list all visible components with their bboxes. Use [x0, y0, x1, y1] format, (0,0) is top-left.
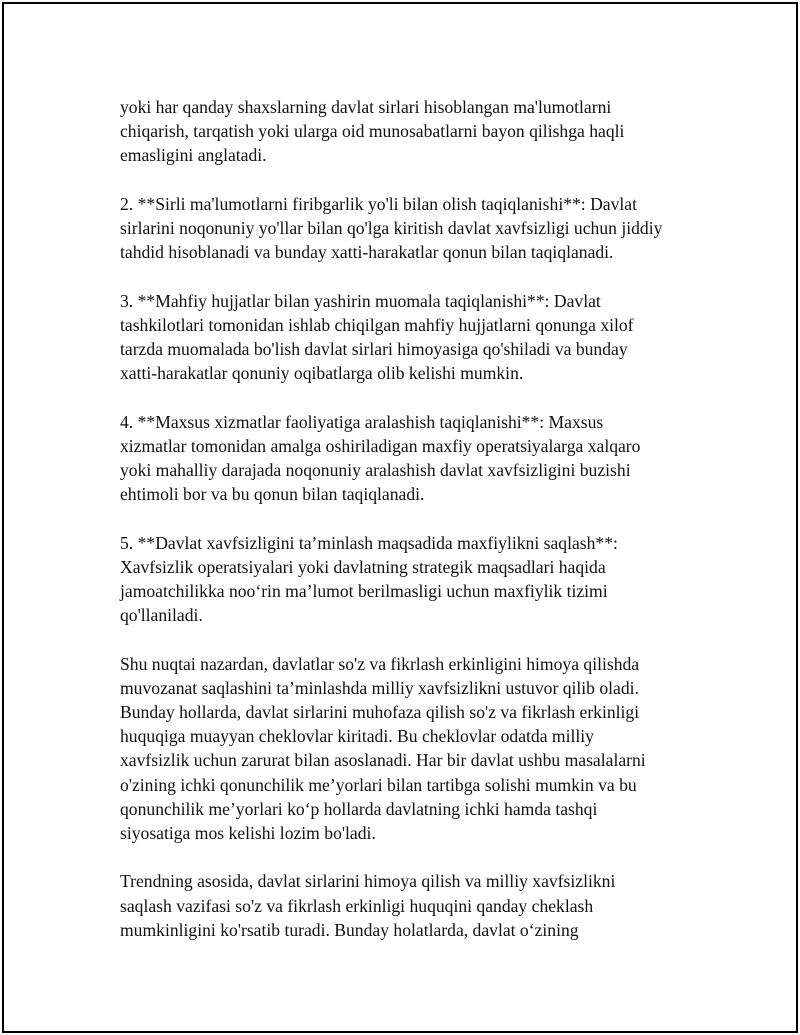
text-line: Xavfsizlik operatsiyalari yoki davlatning strategik maqsadlari haqida — [120, 556, 606, 577]
paragraph-4 — [120, 410, 700, 507]
text-line: tashkilotlari tomonidan ishlab chiqilgan mahfiy hujjatlarni qonunga xilof — [120, 314, 634, 335]
text-line: o'zining ichki qonunchilik me’yorlari bilan tartibga solishi mumkin va bu — [120, 774, 637, 795]
text-line: jamoatchilikka noo‘rin ma’lumot berilmasligi uchun maxfiylik tizimi — [120, 581, 608, 601]
text-line: huquqiga muayyan cheklovlar kiritadi. Bu cheklovlar odatda milliy — [120, 726, 594, 747]
paragraph-7 — [120, 869, 700, 942]
text-line: yoki mahalliy darajada noqonuniy aralashish davlat xavfsizligini buzishi — [120, 460, 631, 480]
text-line: muvozanat saqlashini ta’minlashda milliy xavfsizlikni ustuvor qilib oladi. — [120, 677, 639, 698]
paragraph-3 — [120, 289, 700, 386]
text-line: siyosatiga mos kelishi lozim bo'ladi. — [120, 823, 376, 844]
text-line: mumkinligini ko'rsatib turadi. Bunday holatlarda, davlat o‘zining — [120, 919, 579, 940]
text-line: qo'llaniladi. — [120, 605, 203, 626]
text-line: Shu nuqtai nazardan, davlatlar so'z va fikrlash erkinligini himoya qilishda — [120, 653, 640, 674]
text-line: tahdid hisoblanadi va bunday xatti-harakatlar qonun bilan taqiqlanadi. — [120, 242, 614, 263]
text-line: chiqarish, tarqatish yoki ularga oid munosabatlarni bayon qilishga haqli — [120, 121, 625, 142]
paragraph-5 — [120, 531, 700, 628]
paragraph-2 — [120, 192, 700, 265]
text-line: tarzda muomalada bo'lish davlat sirlari himoyasiga qo'shiladi va bunday — [120, 339, 628, 359]
page-frame — [2, 2, 798, 1033]
text-line: xizmatlar tomonidan amalga oshiriladigan maxfiy operatsiyalarga xalqaro — [120, 435, 641, 456]
text-line: 4. **Maxsus xizmatlar faoliyatiga aralashish taqiqlanishi**: Maxsus — [120, 411, 604, 432]
text-line: saqlash vazifasi so'z va fikrlash erkinligi huquqini qanday cheklash — [120, 895, 594, 916]
text-line: sirlarini noqonuniy yo'llar bilan qo'lga kiritish davlat xavfsizligi uchun jiddiy — [120, 218, 663, 238]
paragraph-1 — [120, 95, 700, 168]
text-line: 3. **Mahfiy hujjatlar bilan yashirin muomala taqiqlanishi**: Davlat — [120, 290, 601, 311]
text-line: xatti-harakatlar qonuniy oqibatlarga olib kelishi mumkin. — [120, 363, 524, 384]
document-body — [120, 95, 700, 966]
text-line: ehtimoli bor va bu qonun bilan taqiqlanadi. — [120, 484, 425, 505]
text-line: yoki har qanday shaxslarning davlat sirlari hisoblangan ma'lumotlarni — [120, 97, 612, 117]
text-line: Trendning asosida, davlat sirlarini himoya qilish va milliy xavfsizlikni — [120, 871, 616, 892]
paragraph-6 — [120, 652, 700, 846]
text-line: xavfsizlik uchun zarurat bilan asoslanadi. Har bir davlat ushbu masalalarni — [120, 750, 646, 771]
text-line: qonunchilik me’yorlari ko‘p hollarda davlatning ichki hamda tashqi — [120, 798, 598, 819]
text-line: 5. **Davlat xavfsizligini ta’minlash maqsadida maxfiylikni saqlash**: — [120, 532, 618, 553]
text-line: 2. **Sirli ma'lumotlarni firibgarlik yo'li bilan olish taqiqlanishi**: Davlat — [120, 193, 637, 214]
text-line: Bunday hollarda, davlat sirlarini muhofaza qilish so'z va fikrlash erkinligi — [120, 702, 640, 722]
text-line: emasligini anglatadi. — [120, 145, 267, 166]
